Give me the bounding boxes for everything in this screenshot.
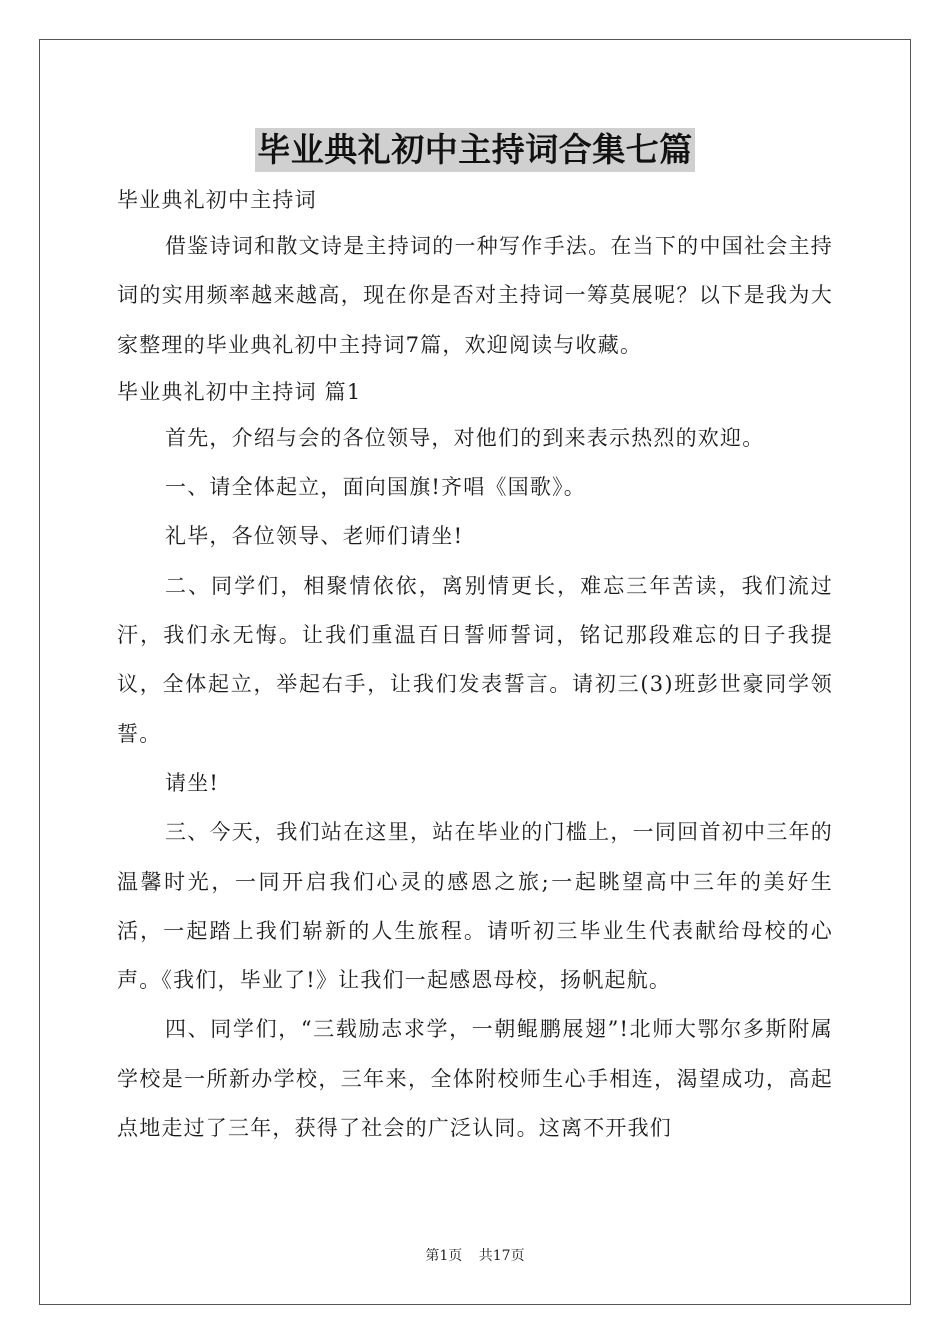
body-paragraph: 首先，介绍与会的各位领导，对他们的到来表示热烈的欢迎。 (165, 425, 765, 450)
body-paragraph: 礼毕，各位领导、老师们请坐! (165, 524, 464, 549)
body-paragraph: 三、今天，我们站在这里，站在毕业的门槛上，一同回首初中三年的温馨时光，一同开启我们心灵的感恩之旅;一起眺望高中三年的美好生活，一起踏上我们崭新的人生旅程。请听初三毕业生代表献给母校的心声。《我们，毕业了!》让我们一起感恩母校，扬帆起航。 (117, 820, 833, 993)
body-paragraph: 一、请全体起立，面向国旗!齐唱《国歌》。 (165, 475, 586, 500)
page-footer (0, 1245, 950, 1265)
body-paragraph: 四、同学们，“三载励志求学，一朝鲲鹏展翅”!北师大鄂尔多斯附属学校是一所新办学校，三年来，全体附校师生心手相连，渴望成功，高起点地走过了三年，获得了社会的广泛认同。这离不开我们 (117, 1017, 833, 1141)
body-paragraph: 请坐! (165, 770, 220, 795)
document-subtitle: 毕业典礼初中主持词 (117, 188, 317, 212)
page-number-total: 共17页 (478, 1248, 525, 1264)
document-title-text: 毕业典礼初中主持词合集七篇 (255, 128, 695, 172)
body-paragraph: 二、同学们，相聚情依依，离别情更长，难忘三年苦读，我们流过汗，我们永无悔。让我们重温百日誓师誓词，铭记那段难忘的日子我提议，全体起立，举起右手，让我们发表誓言。请初三(3)班彭世豪同学领誓。 (117, 573, 833, 746)
intro-paragraph: 借鉴诗词和散文诗是主持词的一种写作手法。在当下的中国社会主持词的实用频率越来越高，现在你是否对主持词一筹莫展呢？以下是我为大家整理的毕业典礼初中主持词7篇，欢迎阅读与收藏。 (117, 234, 833, 357)
page-number-current: 第1页 (425, 1248, 463, 1264)
section-heading: 毕业典礼初中主持词 篇1 (117, 379, 362, 404)
document-body (117, 178, 833, 1153)
document-title (0, 128, 950, 172)
